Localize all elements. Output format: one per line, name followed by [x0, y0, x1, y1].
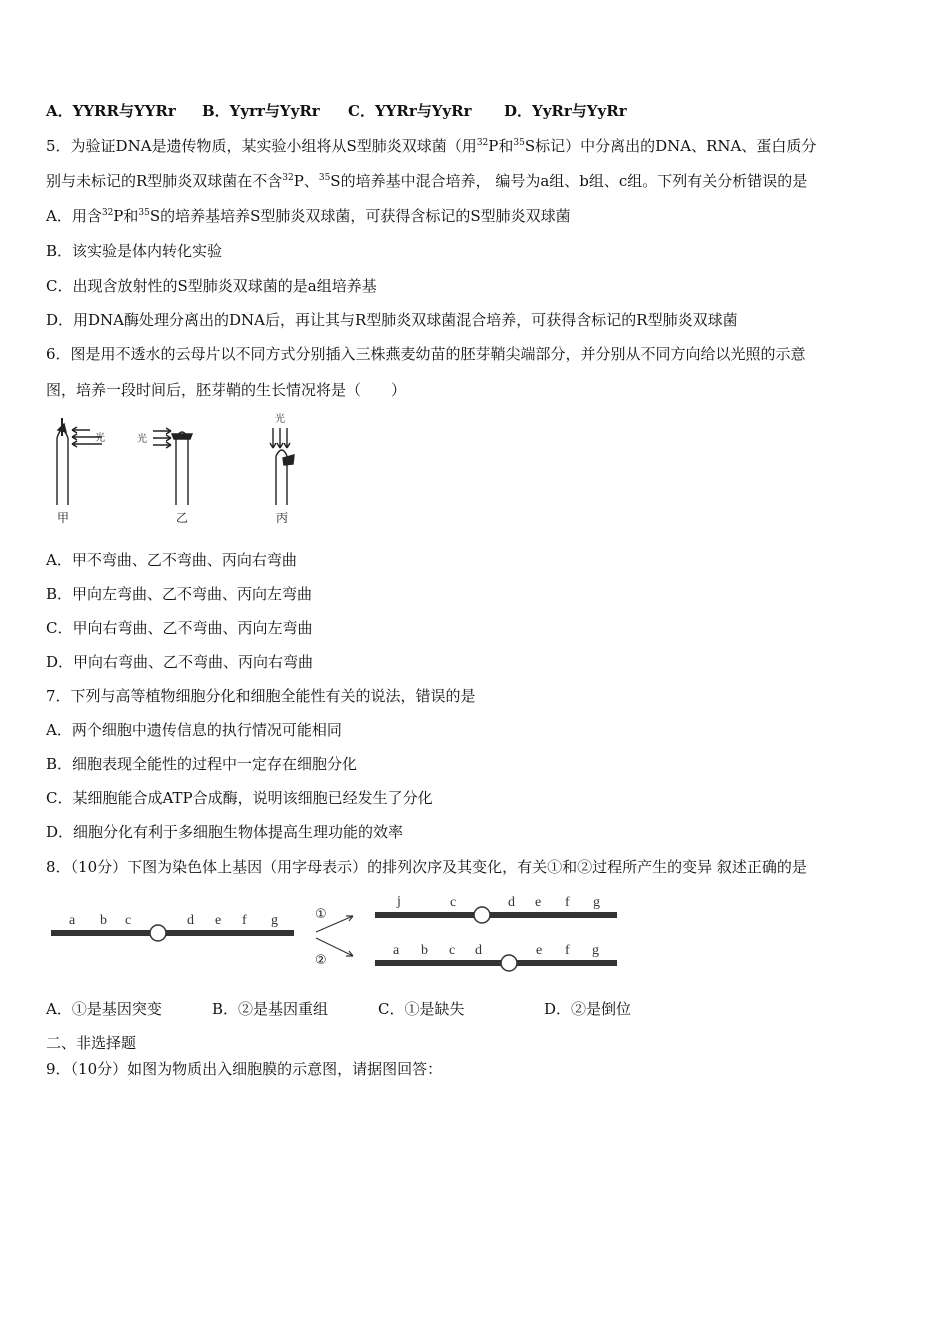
q4-option-c: C．YYRr与YyRr: [348, 102, 472, 120]
chromosome-result-2: [375, 955, 617, 971]
gene-label: d: [187, 913, 194, 928]
gene-label: g: [592, 943, 599, 958]
q6-option-c: C．甲向右弯曲、乙不弯曲、丙向左弯曲: [46, 619, 313, 637]
gene-label: d: [475, 943, 482, 958]
q8-option-c: C．①是缺失: [378, 1000, 465, 1018]
gene-label: e: [536, 943, 543, 958]
light-label-yi: 光: [137, 434, 147, 445]
q5-stem-line2: 别与未标记的R型肺炎双球菌在不含$^{32}$P、$^{35}$S的培养基中混合培养， 编号为a组、b组、c组。下列有关分析错误的是: [46, 172, 808, 190]
q5-option-d: D．用DNA酶处理分离出的DNA后，再让其与R型肺炎双球菌混合培养，可获得含标记的R型肺炎双球菌: [46, 311, 738, 329]
chromosome-original: [51, 925, 294, 941]
q6-option-a: A．甲不弯曲、乙不弯曲、丙向右弯曲: [46, 551, 297, 569]
label-yi: 乙: [176, 511, 189, 525]
gene-label: a: [393, 943, 400, 958]
section-2-title: 二、非选择题: [46, 1034, 137, 1052]
q6-stem-line1: 6．图是用不透水的云母片以不同方式分别插入三株燕麦幼苗的胚芽鞘尖端部分，并分别从不同方向给以光照的示意: [46, 345, 806, 363]
q8-option-d: D．②是倒位: [544, 1000, 632, 1018]
gene-label: b: [421, 943, 428, 958]
q8-stem: 8．（10分）下图为染色体上基因（用字母表示）的排列次序及其变化，有关①和②过程所产生的变异 叙述正确的是: [46, 858, 807, 876]
q5-option-b: B．该实验是体内转化实验: [46, 242, 223, 260]
q5-option-a: A．用含$^{32}$P和$^{35}$S的培养基培养S型肺炎双球菌，可获得含标记的S型肺炎双球菌: [46, 207, 571, 225]
q6-option-b: B．甲向左弯曲、乙不弯曲、丙向左弯曲: [46, 585, 313, 603]
chromosome-result-1: [375, 907, 617, 923]
q5-option-c: C．出现含放射性的S型肺炎双球菌的是a组培养基: [46, 277, 377, 295]
gene-label: a: [69, 913, 76, 928]
label-bing: 丙: [276, 511, 289, 525]
coleoptile-yi: [153, 428, 192, 505]
q7-option-a: A．两个细胞中遗传信息的执行情况可能相同: [46, 721, 342, 739]
gene-label: f: [565, 895, 570, 910]
q8-options: [46, 999, 631, 1019]
chromosome-figure: [45, 888, 630, 978]
q7-option-b: B．细胞表现全能性的过程中一定存在细胞分化: [46, 755, 358, 773]
gene-label: c: [449, 943, 456, 958]
gene-label: g: [593, 895, 600, 910]
gene-label: f: [242, 913, 247, 928]
q4-option-a: A．YYRR与YYRr: [46, 102, 176, 120]
q7-stem: 7．下列与高等植物细胞分化和细胞全能性有关的说法，错误的是: [46, 687, 476, 705]
gene-label: b: [100, 913, 107, 928]
label-jia: 甲: [57, 511, 70, 525]
gene-label: g: [271, 913, 278, 928]
light-label-bing: 光: [275, 414, 285, 425]
q8-option-a: A．①是基因突变: [46, 1000, 162, 1018]
process-1-label: ①: [315, 907, 327, 922]
coleoptile-figure: [40, 408, 340, 530]
q7-option-c: C．某细胞能合成ATP合成酶，说明该细胞已经发生了分化: [46, 789, 433, 807]
gene-label: c: [450, 895, 457, 910]
coleoptile-bing: [270, 428, 294, 505]
q7-option-d: D．细胞分化有利于多细胞生物体提高生理功能的效率: [46, 823, 404, 841]
gene-label: c: [125, 913, 132, 928]
q4-option-d: D．YyRr与YyRr: [504, 102, 627, 120]
gene-label: f: [565, 943, 570, 958]
gene-label: e: [535, 895, 542, 910]
q9-stem: 9．（10分）如图为物质出入细胞膜的示意图，请据图回答：: [46, 1060, 443, 1078]
q5-stem-line1: 5．为验证DNA是遗传物质，某实验小组将从S型肺炎双球菌（用$^{32}$P和$^{35}$S标记）中分离出的DNA、RNA、蛋白质分: [46, 137, 817, 155]
q8-option-b: B．②是基因重组: [212, 1000, 329, 1018]
process-2-label: ②: [315, 953, 327, 968]
gene-label: d: [508, 895, 515, 910]
coleoptile-jia: [57, 418, 102, 505]
gene-label: j: [397, 894, 401, 909]
gene-label: e: [215, 913, 222, 928]
q4-option-b: B．Yyrr与YyRr: [202, 102, 320, 120]
light-label-jia: 光: [95, 433, 105, 444]
q6-stem-line2: 图，培养一段时间后，胚芽鞘的生长情况将是（ ）: [46, 381, 407, 399]
q4-options: [46, 101, 627, 121]
q6-option-d: D．甲向右弯曲、乙不弯曲、丙向右弯曲: [46, 653, 314, 671]
